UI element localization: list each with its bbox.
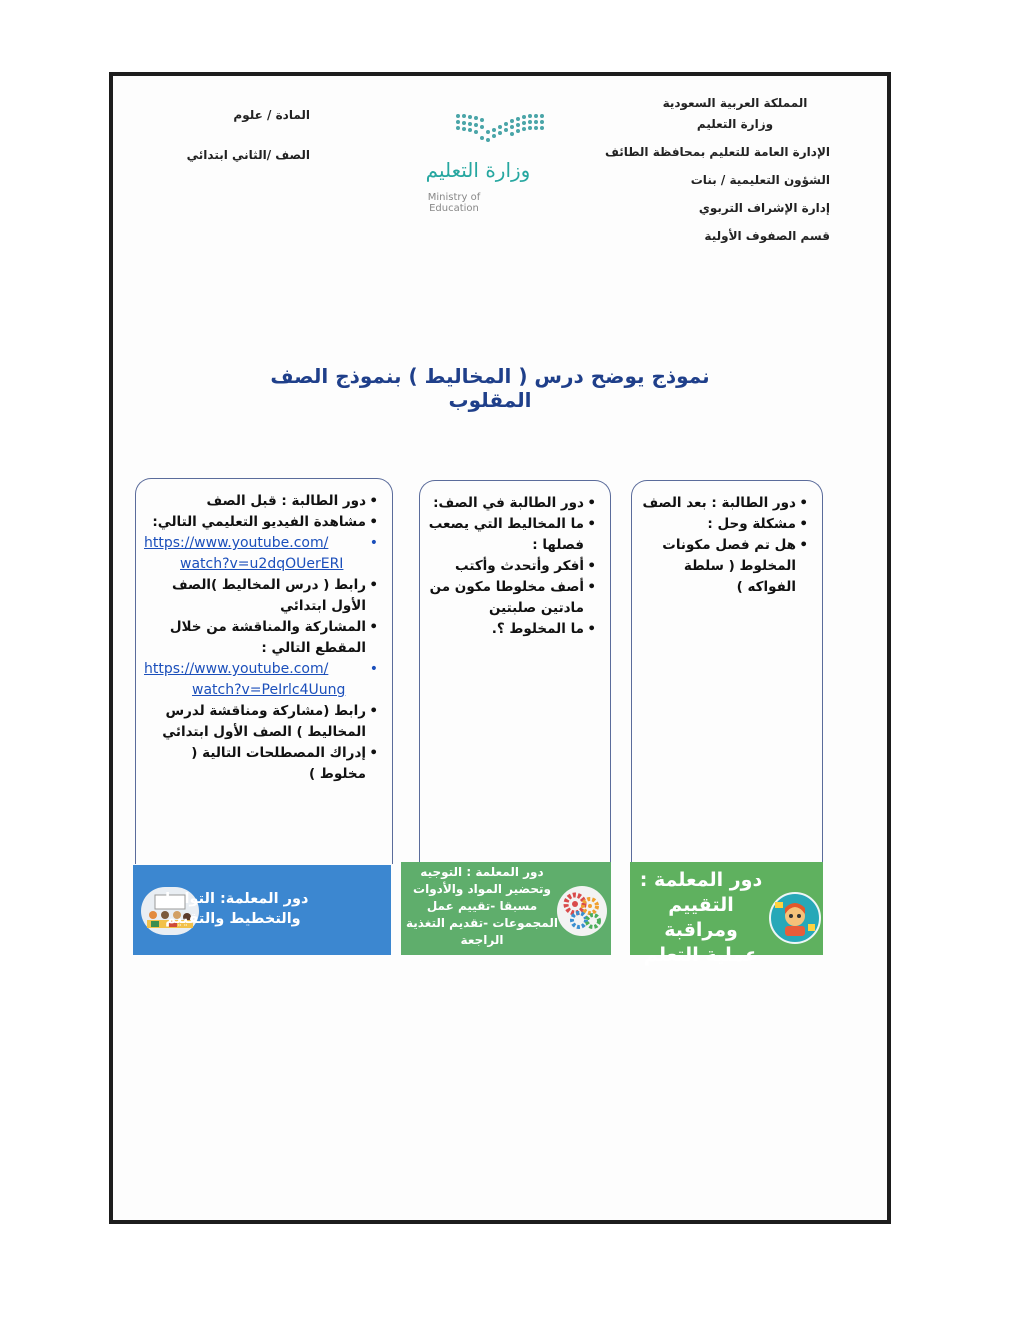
header-line-supervision: إدارة الإشراف التربوي	[698, 201, 830, 215]
before-item: • مشاهدة الفيديو التعليمي التالي:	[144, 512, 378, 533]
during-item: • أفكر وأتحدث وأكتب	[428, 556, 596, 577]
gears-icon	[557, 886, 607, 936]
logo-arabic-text: وزارة التعليم	[425, 158, 531, 182]
grade-label: الصف /الثاني ابتدائي	[186, 148, 310, 162]
subject-label: المادة / علوم	[233, 108, 310, 122]
after-item: • مشكلة وحل :	[640, 514, 808, 535]
during-item: • ما المخلوط ؟.	[428, 619, 596, 640]
video-link-2-line2[interactable]: watch?v=PeIrlc4Uung	[192, 682, 346, 698]
before-item: • المشاركة والمناقشة من خلال المقطع التالي :	[144, 617, 378, 659]
teacher-role-band-guidance	[401, 862, 611, 955]
video-link-2-line1[interactable]: • https://www.youtube.com/	[144, 661, 329, 677]
during-item: • أصف مخلوطا مكون من مادتين صلبتين	[428, 577, 596, 619]
before-item: • إدراك المصطلحات التالية ( مخلوط )	[144, 743, 378, 785]
teacher-icon	[769, 892, 821, 944]
logo-english-text: Ministry of Education	[427, 192, 481, 214]
teacher-role-band-assessment	[630, 862, 823, 966]
header-line-department: قسم الصفوف الأولية	[704, 229, 830, 243]
video-link-1-line1[interactable]: • https://www.youtube.com/	[144, 535, 329, 551]
column-before-class	[135, 478, 393, 864]
header-line-affairs: الشؤون التعليمية / بنات	[690, 173, 830, 187]
band-guidance-text: دور المعلمة : التوجيه وتحضير المواد والأدوات مسبقا -تقييم عمل المجموعات -تقديم التغذية الراجعة	[406, 865, 558, 947]
band-planning-text: دور المعلمة: التواصل والتخطيط والتقييم	[157, 891, 309, 927]
video-link-1[interactable]	[144, 533, 378, 575]
before-item: • دور الطالبة : قبل الصف	[144, 491, 378, 512]
header-subject-block	[160, 108, 310, 162]
band-assessment-text: دور المعلمة : التقييم ومراقبة عملية التعلم	[639, 869, 763, 966]
video-link-2[interactable]	[144, 659, 378, 701]
header-line-ministry: وزارة التعليم	[696, 117, 774, 131]
ministry-logo	[402, 108, 554, 214]
before-item: • رابط ( درس المخاليط )الصف الأول ابتدائي	[144, 575, 378, 617]
teacher-illustration-icon	[771, 894, 819, 942]
header-line-directorate: الإدارة العامة للتعليم بمحافظة الطائف	[604, 145, 830, 159]
logo-dots-icon	[402, 108, 554, 152]
page-title: نموذج يوضح درس ( المخاليط ) بنموذج الصف المقلوب	[270, 364, 710, 412]
after-item: • هل تم فصل مكونات المخلوط ( سلطة الفواكه )	[640, 535, 808, 598]
column-during-class	[419, 480, 611, 864]
before-item: • رابط (مشاركة ومناقشة لدرس المخاليط ) الصف الأول ابتدائي	[144, 701, 378, 743]
video-link-1-line2[interactable]: watch?v=u2dqOUerERI	[180, 556, 344, 572]
header-line-kingdom: المملكة العربية السعودية	[662, 96, 808, 110]
after-item: • دور الطالبة : بعد الصف	[640, 493, 808, 514]
column-after-class	[631, 480, 823, 864]
during-item: • دور الطالبة في الصف:	[428, 493, 596, 514]
gears-illustration-icon	[557, 886, 607, 936]
during-item: • ما المخاليط التي يصعب فصلها :	[428, 514, 596, 556]
header-ministry-block	[604, 96, 830, 250]
teacher-role-band-planning	[133, 865, 391, 955]
